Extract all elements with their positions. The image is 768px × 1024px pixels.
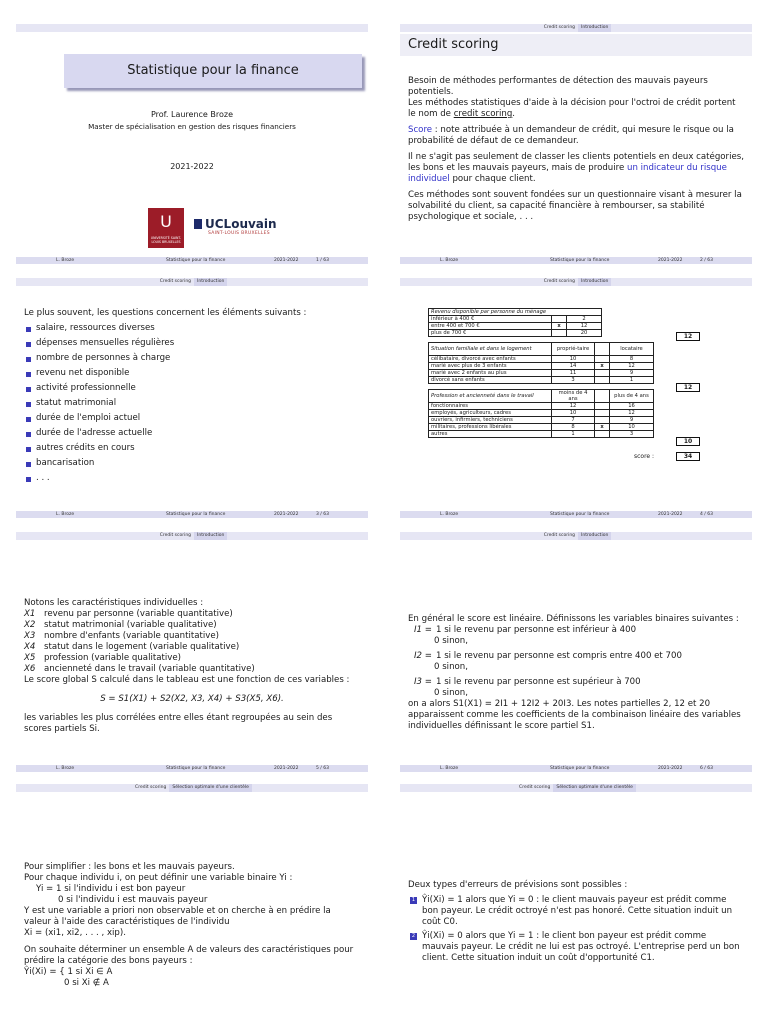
row-mark <box>552 316 567 323</box>
table-row <box>429 330 602 337</box>
var-desc: ancienneté dans le travail (variable quantitative) <box>44 664 255 674</box>
slide-5 <box>16 532 368 772</box>
var-row <box>24 642 360 653</box>
intro: Le plus souvent, les questions concernent les éléments suivants : <box>24 308 307 318</box>
footer-year: 2021-2022 <box>274 258 299 263</box>
list-item: salaire, ressources diverses <box>24 323 360 334</box>
row-mark <box>595 356 610 363</box>
var-row <box>24 653 360 664</box>
row-value: 10 <box>610 424 654 431</box>
table-row <box>429 363 654 370</box>
table-heading: Situation familiale et dans le logement <box>431 346 532 352</box>
equation: S = S1(X1) + S2(X2, X3, X4) + S3(X5, X6). <box>100 694 284 704</box>
var-symbol: X4 <box>24 642 36 652</box>
row-value: 9 <box>610 370 654 377</box>
row-value: 3 <box>552 377 595 384</box>
row-value: 10 <box>552 356 595 363</box>
binary-def: 0 si l'individu i est mauvais payeur <box>58 895 208 905</box>
row-mark <box>552 330 567 337</box>
row-value: 2 <box>567 316 602 323</box>
header-subsection: Introduction <box>194 532 227 540</box>
list-item: bancarisation <box>24 458 360 469</box>
footer-author: L. Broze <box>440 512 459 517</box>
text: . <box>512 109 516 119</box>
paragraph: Pour chaque individu i, on peut définir une variable binaire Yi : <box>24 873 293 883</box>
var-symbol: X6 <box>24 664 36 674</box>
row-label: marié avec 2 enfants au plus <box>429 370 552 377</box>
paragraph: Pour simplifier : les bons et les mauvais payeurs. <box>24 862 235 872</box>
slide-body <box>408 76 744 223</box>
header-section: Credit scoring <box>159 279 192 284</box>
slide-footer <box>400 765 752 772</box>
row-mark <box>595 410 610 417</box>
slide-body <box>24 598 360 735</box>
row-label: plus de 700 € <box>429 330 552 337</box>
row-label: inférieur à 400 € <box>429 316 552 323</box>
footer-course: Statistique pour la finance <box>166 512 226 517</box>
header-section: Credit scoring <box>519 785 551 790</box>
var-row <box>24 609 360 620</box>
item-text: Ŷi(Xi) = 1 alors que Yi = 0 : le client mauvais payeur est prédit comme bon payeur. Le crédit octroyé n'est pas honoré. Cette situation induit un coût C0. <box>422 895 733 927</box>
slide-8 <box>400 784 752 1024</box>
program: Master de spécialisation en gestion des risques financiers <box>88 122 296 131</box>
footer-author: L. Broze <box>56 766 75 771</box>
footer-author: L. Broze <box>56 258 75 263</box>
list-item <box>408 895 744 928</box>
list-item: activité professionnelle <box>24 383 360 394</box>
footer-year: 2021-2022 <box>658 258 683 263</box>
term-score: Score <box>408 125 433 135</box>
table-heading: Revenu disponible par personne du ménage <box>431 309 547 315</box>
paragraph: On souhaite déterminer un ensemble A de valeurs des caractéristiques pour prédire la catégorie des bons payeurs : <box>24 945 354 966</box>
col-header: proprié-taire <box>552 343 595 356</box>
score-grid <box>428 308 728 462</box>
row-mark <box>595 403 610 410</box>
slide-1 <box>16 24 368 264</box>
def-symbol: I3 = <box>414 677 432 687</box>
slide-header <box>400 278 752 286</box>
item-text: Ŷi(Xi) = 0 alors que Yi = 1 : le client bon payeur est prédit comme mauvais payeur. Le crédit ne lui est pas octroyé. L'entreprise perd un bon client. Cette situation induit un coût d'opportunité C1. <box>422 931 740 963</box>
row-value: 10 <box>552 410 595 417</box>
slide-2 <box>400 24 752 264</box>
formula: Xi = (xi1, xi2, . . . , xip). <box>24 928 126 938</box>
col-header: locataire <box>610 343 654 356</box>
var-row <box>24 631 360 642</box>
def-case-1: 1 si le revenu par personne est inférieur à 400 <box>436 625 637 635</box>
def-symbol: I2 = <box>414 651 432 661</box>
def-case-1: 1 si le revenu par personne est compris entre 400 et 700 <box>436 651 682 661</box>
slide-body <box>408 614 744 732</box>
row-value: 9 <box>610 417 654 424</box>
paragraph: Besoin de méthodes performantes de détection des mauvais payeurs potentiels. <box>408 76 708 97</box>
paragraph <box>408 125 744 147</box>
var-desc: statut matrimonial (variable qualitative) <box>44 620 217 630</box>
paragraph: Y est une variable a priori non observable et on cherche à en prédire la valeur à l'aide des caractéristiques de l'individu <box>24 906 331 927</box>
var-symbol: X1 <box>24 609 36 619</box>
paragraph: les variables les plus corrélées entre elles étant regroupées au sein des scores partiels Si. <box>24 713 333 734</box>
text: Les méthodes statistiques d'aide à la décision pour l'octroi de crédit portent le nom de <box>408 98 736 119</box>
table-family <box>428 342 728 391</box>
table-row <box>429 323 602 330</box>
header-subsection: Introduction <box>194 278 227 286</box>
number-badge: 1 <box>411 897 416 903</box>
header-subsection: Sélection optimale d'une clientèle <box>553 784 636 792</box>
var-desc: statut dans le logement (variable qualitative) <box>44 642 240 652</box>
score-value: 34 <box>676 452 700 461</box>
frame-title: Credit scoring <box>400 34 752 56</box>
row-mark <box>595 377 610 384</box>
col-header: plus de 4 ans <box>610 390 654 403</box>
table-row <box>429 316 602 323</box>
total-score <box>428 452 728 462</box>
var-symbol: X5 <box>24 653 36 663</box>
footer-course: Statistique pour la finance <box>550 512 610 517</box>
row-value: 1 <box>552 431 595 438</box>
uclouvain-logo <box>194 217 277 236</box>
paragraph <box>408 98 744 120</box>
logo-name: UCLouvain <box>205 217 277 231</box>
slide-body <box>24 308 360 488</box>
footer-page: 6 / 63 <box>700 766 713 771</box>
text: pour chaque client. <box>449 174 536 184</box>
list-item: dépenses mensuelles régulières <box>24 338 360 349</box>
row-label: fonctionnaires <box>429 403 552 410</box>
table-row <box>429 424 654 431</box>
slide-header <box>400 24 752 32</box>
col-header: moins de 4 ans <box>552 390 595 403</box>
row-value: 8 <box>552 424 595 431</box>
header-section: Credit scoring <box>543 279 576 284</box>
row-value: 16 <box>610 403 654 410</box>
list-item: revenu net disponible <box>24 368 360 379</box>
presentation-title: Statistique pour la finance <box>127 63 299 78</box>
predictor-def: Ŷi(Xi) = { 1 si Xi ∈ A <box>24 967 113 977</box>
slide-body <box>24 862 360 989</box>
year: 2021-2022 <box>170 162 214 171</box>
term-credit-scoring: credit scoring <box>453 109 513 119</box>
slide-header <box>16 24 368 32</box>
header-section: Credit scoring <box>543 25 576 30</box>
list-item: . . . <box>24 473 360 484</box>
logo-letter: U <box>160 212 172 231</box>
row-value: 14 <box>552 363 595 370</box>
slide-6 <box>400 532 752 772</box>
row-mark: x <box>595 424 610 431</box>
term-risk-indicator: un indicateur du risque individuel <box>408 163 727 184</box>
partial-score: 10 <box>676 437 700 446</box>
intro: Notons les caractéristiques individuelles : <box>24 598 204 608</box>
score-label: score : <box>634 453 655 460</box>
row-label: ouvriers, infirmiers, techniciens <box>429 417 552 424</box>
slide-3 <box>16 278 368 518</box>
def-symbol: I1 = <box>414 625 432 635</box>
slide-header <box>16 532 368 540</box>
footer-page: 3 / 63 <box>316 512 329 517</box>
table-row <box>429 417 654 424</box>
row-label: marié avec plus de 3 enfants <box>429 363 552 370</box>
paragraph <box>408 152 744 185</box>
slide-footer <box>400 511 752 518</box>
list-item: statut matrimonial <box>24 398 360 409</box>
header-subsection: Sélection optimale d'une clientèle <box>169 784 252 792</box>
slide-footer <box>16 765 368 772</box>
number-badge: 2 <box>411 933 416 939</box>
footer-year: 2021-2022 <box>658 512 683 517</box>
text: : note attribuée à un demandeur de crédit, qui mesure le risque ou la probabilité de défaut de ce demandeur. <box>408 125 734 146</box>
footer-page: 2 / 63 <box>700 258 713 263</box>
var-desc: profession (variable qualitative) <box>44 653 181 663</box>
predictor-def: 0 si Xi ∉ A <box>64 978 109 988</box>
row-mark: x <box>595 363 610 370</box>
logo-subtitle: SAINT-LOUIS BRUXELLES <box>208 231 270 236</box>
footer-course: Statistique pour la finance <box>550 258 610 263</box>
list-item: nombre de personnes à charge <box>24 353 360 364</box>
intro: En général le score est linéaire. Définissons les variables binaires suivantes : <box>408 614 739 624</box>
row-value: 20 <box>567 330 602 337</box>
table-row <box>429 370 654 377</box>
footer-page: 4 / 63 <box>700 512 713 517</box>
def-case-0: 0 sinon, <box>434 636 468 646</box>
paragraph: Le score global S calculé dans le tableau est une fonction de ces variables : <box>24 675 350 685</box>
row-value: 3 <box>610 431 654 438</box>
footer-course: Statistique pour la finance <box>166 766 226 771</box>
list-item: durée de l'adresse actuelle <box>24 428 360 439</box>
error-list <box>408 895 744 964</box>
row-mark: x <box>552 323 567 330</box>
slide-4 <box>400 278 752 518</box>
definition <box>408 677 744 688</box>
slide-footer <box>400 257 752 264</box>
row-value: 11 <box>552 370 595 377</box>
footer-year: 2021-2022 <box>658 766 683 771</box>
def-case-0: 0 sinon, <box>434 688 468 698</box>
header-section: Credit scoring <box>543 533 576 538</box>
table-heading: Profession et ancienneté dans le travail <box>431 393 534 399</box>
table-row <box>429 403 654 410</box>
title-box <box>64 54 362 88</box>
var-row <box>24 620 360 631</box>
row-label: divorcé sans enfants <box>429 377 552 384</box>
partial-score: 12 <box>676 332 700 341</box>
row-mark <box>595 417 610 424</box>
paragraph: on a alors S1(X1) = 2I1 + 12I2 + 20I3. Les notes partielles 2, 12 et 20 apparaissent comme les coefficients de la combinaison linéaire des variables individuelles définissant le score partiel S1. <box>408 699 741 731</box>
definition <box>408 625 744 636</box>
row-value: 12 <box>610 410 654 417</box>
intro: Deux types d'erreurs de prévisions sont possibles : <box>408 880 628 890</box>
list-item: durée de l'emploi actuel <box>24 413 360 424</box>
header-section: Credit scoring <box>159 533 192 538</box>
row-label: entre 400 et 700 € <box>429 323 552 330</box>
slide-body <box>408 880 744 967</box>
def-case-0: 0 sinon, <box>434 662 468 672</box>
row-mark <box>595 431 610 438</box>
paragraph: Ces méthodes sont souvent fondées sur un questionnaire visant à mesurer la solvabilité du client, sa capacité financière à rembourser, sa stabilité psychologique et sociale, . . . <box>408 190 742 222</box>
row-label: employés, agriculteurs, cadres <box>429 410 552 417</box>
logo-mark-icon <box>194 219 202 229</box>
row-label: autres <box>429 431 552 438</box>
slide-header <box>400 784 752 792</box>
table-income <box>428 308 728 340</box>
row-mark <box>595 370 610 377</box>
definition <box>408 651 744 662</box>
slide-header <box>16 784 368 792</box>
footer-page: 1 / 63 <box>316 258 329 263</box>
row-value: 12 <box>610 363 654 370</box>
footer-author: L. Broze <box>440 766 459 771</box>
row-value: 12 <box>567 323 602 330</box>
slide-footer <box>16 511 368 518</box>
text: Il ne s'agit pas seulement de classer les clients potentiels en deux catégories, les bons et les mauvais payeurs, mais de produire <box>408 152 744 173</box>
var-symbol: X3 <box>24 631 36 641</box>
footer-course: Statistique pour la finance <box>550 766 610 771</box>
slide-footer <box>16 257 368 264</box>
partial-score: 12 <box>676 383 700 392</box>
header-section: Credit scoring <box>135 785 167 790</box>
def-case-1: 1 si le revenu par personne est supérieur à 700 <box>436 677 641 687</box>
table-profession <box>428 389 728 445</box>
footer-author: L. Broze <box>56 512 75 517</box>
row-value: 12 <box>552 403 595 410</box>
logo-text: UNIVERSITÉ SAINT-LOUIS BRUXELLES <box>150 236 182 244</box>
footer-year: 2021-2022 <box>274 512 299 517</box>
slide-header <box>16 278 368 286</box>
var-desc: nombre d'enfants (variable quantitative) <box>44 631 220 641</box>
var-symbol: X2 <box>24 620 36 630</box>
table-row <box>429 356 654 363</box>
table-row <box>429 410 654 417</box>
footer-year: 2021-2022 <box>274 766 299 771</box>
row-value: 1 <box>610 377 654 384</box>
table-row <box>429 377 654 384</box>
author: Prof. Laurence Broze <box>150 110 234 119</box>
footer-course: Statistique pour la finance <box>166 258 226 263</box>
header-subsection: Introduction <box>578 24 611 32</box>
slide-7 <box>16 784 368 1024</box>
list-item: autres crédits en cours <box>24 443 360 454</box>
row-label: célibataire, divorcé avec enfants <box>429 356 552 363</box>
slide-header <box>400 532 752 540</box>
footer-page: 5 / 63 <box>316 766 329 771</box>
row-value: 7 <box>552 417 595 424</box>
header-subsection: Introduction <box>578 278 611 286</box>
var-row <box>24 664 360 675</box>
footer-author: L. Broze <box>440 258 459 263</box>
university-logo <box>148 208 184 248</box>
list-item <box>408 931 744 964</box>
criteria-list <box>24 323 360 484</box>
binary-def: Yi = 1 si l'individu i est bon payeur <box>36 884 186 894</box>
row-value: 8 <box>610 356 654 363</box>
row-label: militaires, professions libérales <box>429 424 552 431</box>
header-subsection: Introduction <box>578 532 611 540</box>
var-desc: revenu par personne (variable quantitative) <box>44 609 233 619</box>
table-row <box>429 431 654 438</box>
